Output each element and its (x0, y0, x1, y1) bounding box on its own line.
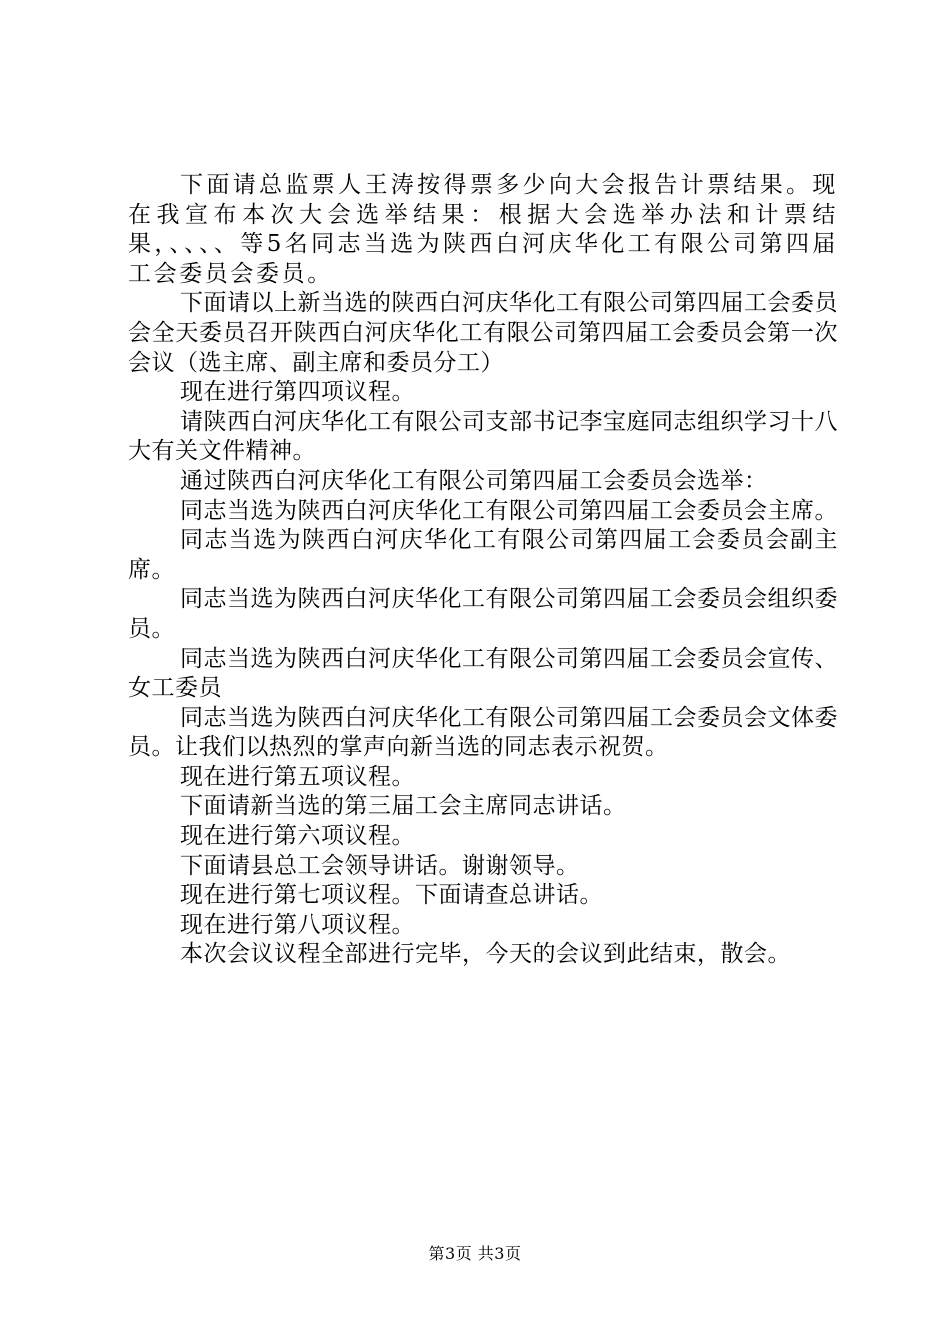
paragraph-vice-chairman: 同志当选为陕西白河庆华化工有限公司第四届工会委员会副主席。 (128, 527, 838, 583)
paragraph-vote-result: 下面请总监票人王涛按得票多少向大会报告计票结果。现在我宣布本次大会选举结果：根据大会选举办法和计票结果，、、、、等5名同志当选为陕西白河庆华化工有限公司第四届工会委员会委员。 (128, 172, 838, 287)
paragraph-agenda-6: 现在进行第六项议程。 (180, 823, 415, 850)
paragraph-agenda-7: 现在进行第七项议程。下面请查总讲话。 (180, 882, 603, 909)
paragraph-agenda-5: 现在进行第五项议程。 (180, 763, 415, 790)
paragraph-study: 请陕西白河庆华化工有限公司支部书记李宝庭同志组织学习十八大有关文件精神。 (128, 408, 838, 465)
paragraph-chairman: 同志当选为陕西白河庆华化工有限公司第四届工会委员会主席。 (180, 497, 838, 524)
paragraph-leader-speech: 下面请县总工会领导讲话。谢谢领导。 (180, 852, 580, 879)
paragraph-organization-member: 同志当选为陕西白河庆华化工有限公司第四届工会委员会组织委员。 (128, 586, 838, 642)
paragraph-first-meeting: 下面请以上新当选的陕西白河庆华化工有限公司第四届工会委员会全天委员召开陕西白河庆华化工有限公司第四届工会委员会第一次会议（选主席、副主席和委员分工） (128, 290, 838, 376)
paragraph-culture-member: 同志当选为陕西白河庆华化工有限公司第四届工会委员会文体委员。让我们以热烈的掌声向新当选的同志表示祝贺。 (128, 704, 838, 761)
paragraph-propaganda-member: 同志当选为陕西白河庆华化工有限公司第四届工会委员会宣传、女工委员 (128, 645, 838, 702)
paragraph-agenda-8: 现在进行第八项议程。 (180, 911, 415, 938)
paragraph-chairman-speech: 下面请新当选的第三届工会主席同志讲话。 (180, 793, 627, 820)
document-body (128, 171, 838, 970)
paragraph-agenda-4: 现在进行第四项议程。 (180, 379, 415, 406)
paragraph-closing: 本次会议议程全部进行完毕，今天的会议到此结束，散会。 (180, 941, 791, 968)
page-number-footer: 第3页 共3页 (428, 1244, 522, 1263)
paragraph-election-intro: 通过陕西白河庆华化工有限公司第四届工会委员会选举： (180, 467, 768, 494)
